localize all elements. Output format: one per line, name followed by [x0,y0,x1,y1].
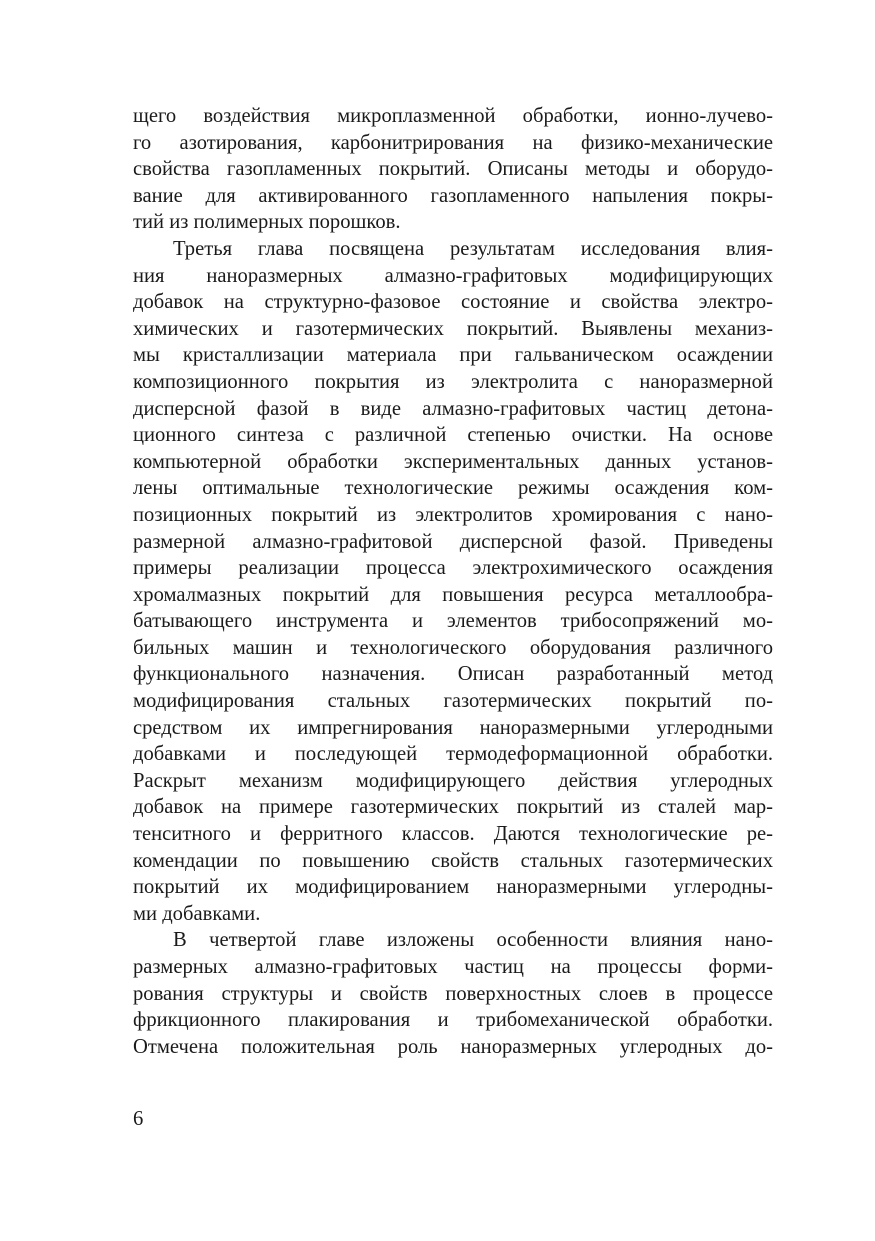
text-line: батывающего инструмента и элементов трибосопряжений мо- [133,610,773,633]
text-line: размерной алмазно-графитовой дисперсной фазой. Приведены [133,530,773,553]
paragraph [133,927,773,1060]
text-line: функционального назначения. Описан разработанный метод [133,663,773,686]
text-line: мы кристаллизации материала при гальваническом осаждении [133,344,773,367]
body-text [133,103,773,1060]
text-line: Третья глава посвящена результатам исследования влия- [173,237,773,260]
text-line: тенситного и ферритного классов. Даются технологические ре- [133,823,773,846]
text-line: химических и газотермических покрытий. Выявлены механиз- [133,317,773,340]
page-number: 6 [133,1108,144,1130]
text-line: дисперсной фазой в виде алмазно-графитовых частиц детона- [133,397,773,420]
text-line: покрытий их модифицированием наноразмерными углеродны- [133,876,773,899]
text-line: примеры реализации процесса электрохимического осаждения [133,557,773,580]
text-line: композиционного покрытия из электролита с наноразмерной [133,370,773,393]
text-line: добавок на примере газотермических покрытий из сталей мар- [133,796,773,819]
paragraph [133,103,773,236]
text-line: комендации по повышению свойств стальных газотермических [133,849,773,872]
text-line: ционного синтеза с различной степенью очистки. На основе [133,424,773,447]
text-line: размерных алмазно-графитовых частиц на процессы форми- [133,956,773,978]
text-line: модифицирования стальных газотермических покрытий по- [133,690,773,713]
text-line: ми добавками. [133,902,261,925]
text-line: свойства газопламенных покрытий. Описаны методы и оборудо- [133,158,773,181]
text-line: позиционных покрытий из электролитов хромирования с нано- [133,503,773,526]
text-line: щего воздействия микроплазменной обработки, ионно-лучево- [133,105,773,127]
text-line: тий из полимерных порошков. [133,211,401,234]
text-line: Раскрыт механизм модифицирующего действия углеродных [133,769,773,792]
text-line: лены оптимальные технологические режимы осаждения ком- [133,477,773,500]
text-line: средством их импрегнирования наноразмерными углеродными [133,716,773,739]
text-line: го азотирования, карбонитрирования на физико-механические [133,131,773,154]
paragraph [133,236,773,927]
text-line: фрикционного плакирования и трибомеханической обработки. [133,1009,773,1032]
text-line: ния наноразмерных алмазно-графитовых модифицирующих [133,264,773,287]
text-line: рования структуры и свойств поверхностных слоев в процессе [133,982,773,1005]
text-line: добавок на структурно-фазовое состояние и свойства электро- [133,291,773,314]
text-line: хромалмазных покрытий для повышения ресурса металлообра- [133,583,773,606]
text-line: бильных машин и технологического оборудования различного [133,636,773,659]
text-line: В четвертой главе изложены особенности влияния нано- [173,929,773,952]
text-line: добавками и последующей термодеформационной обработки. [133,743,773,766]
text-line: Отмечена положительная роль наноразмерных углеродных до- [133,1035,773,1058]
text-line: вание для активированного газопламенного напыления покры- [133,184,773,207]
text-line: компьютерной обработки экспериментальных данных установ- [133,450,773,473]
